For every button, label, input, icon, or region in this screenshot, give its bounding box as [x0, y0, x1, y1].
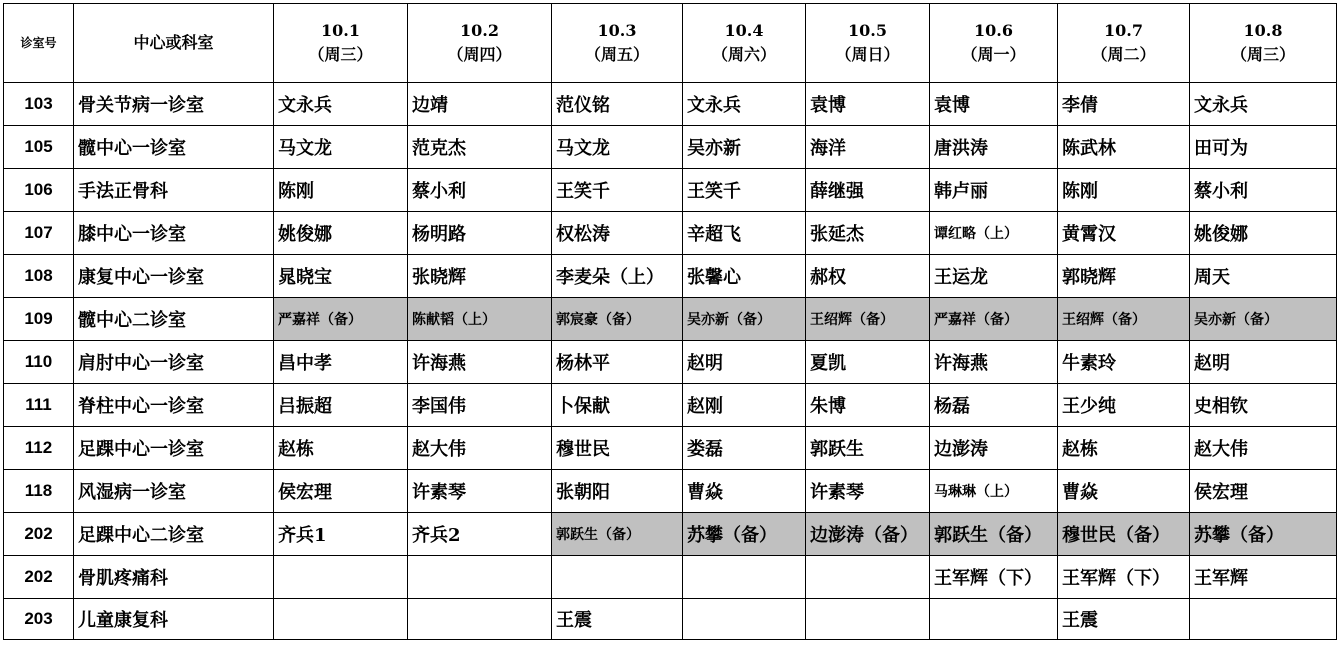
doctor-cell: 娄磊 [683, 427, 806, 470]
doctor-cell: 吴亦新 [683, 126, 806, 169]
room-number-cell: 112 [4, 427, 74, 470]
doctor-cell: 陈刚 [274, 169, 408, 212]
doctor-cell: 辛超飞 [683, 212, 806, 255]
date-header [1058, 4, 1190, 83]
date-label: 10.6 [974, 21, 1013, 40]
doctor-cell: 谭红略（上） [930, 212, 1058, 255]
doctor-cell: 马琳琳（上） [930, 470, 1058, 513]
doctor-cell: 黄霄汉 [1058, 212, 1190, 255]
doctor-cell: 齐兵2 [408, 513, 552, 556]
doctor-cell: 曹焱 [683, 470, 806, 513]
dept-column-header: 中心或科室 [74, 4, 274, 83]
doctor-cell: 郭跃生（备） [930, 513, 1058, 556]
doctor-cell: 张朝阳 [552, 470, 683, 513]
doctor-cell: 马文龙 [274, 126, 408, 169]
room-number-cell: 110 [4, 341, 74, 384]
weekday-label: （周二） [1091, 45, 1156, 64]
date-header [274, 4, 408, 83]
doctor-cell: 吕振超 [274, 384, 408, 427]
doctor-cell: 穆世民 [552, 427, 683, 470]
table-row [4, 599, 1337, 640]
doctor-cell: 杨明路 [408, 212, 552, 255]
doctor-cell: 蔡小利 [1190, 169, 1337, 212]
doctor-cell: 郭晓辉 [1058, 255, 1190, 298]
doctor-cell: 侯宏理 [1190, 470, 1337, 513]
doctor-cell: 许素琴 [408, 470, 552, 513]
doctor-cell: 文永兵 [274, 83, 408, 126]
date-header [806, 4, 930, 83]
date-header [408, 4, 552, 83]
department-cell: 足踝中心一诊室 [74, 427, 274, 470]
weekday-label: （周六） [711, 45, 776, 64]
doctor-cell: 昌中孝 [274, 341, 408, 384]
doctor-cell: 杨磊 [930, 384, 1058, 427]
table-row [4, 255, 1337, 298]
date-label: 10.5 [848, 21, 887, 40]
date-label: 10.2 [460, 21, 499, 40]
doctor-cell: 陈刚 [1058, 169, 1190, 212]
table-row [4, 470, 1337, 513]
department-cell: 髋中心二诊室 [74, 298, 274, 341]
doctor-cell: 王军辉 [1190, 556, 1337, 599]
table-row [4, 126, 1337, 169]
doctor-cell: 许素琴 [806, 470, 930, 513]
doctor-cell: 曹焱 [1058, 470, 1190, 513]
doctor-cell: 李麦朵（上） [552, 255, 683, 298]
doctor-cell: 姚俊娜 [274, 212, 408, 255]
doctor-cell: 李国伟 [408, 384, 552, 427]
room-number-cell: 202 [4, 556, 74, 599]
doctor-cell: 蔡小利 [408, 169, 552, 212]
doctor-cell: 陈武林 [1058, 126, 1190, 169]
doctor-cell [806, 556, 930, 599]
doctor-cell: 袁博 [930, 83, 1058, 126]
doctor-cell [930, 599, 1058, 640]
doctor-cell: 马文龙 [552, 126, 683, 169]
doctor-cell: 权松涛 [552, 212, 683, 255]
table-row [4, 169, 1337, 212]
doctor-cell: 赵明 [683, 341, 806, 384]
department-cell: 足踝中心二诊室 [74, 513, 274, 556]
room-column-header: 诊室号 [4, 4, 74, 83]
table-row [4, 384, 1337, 427]
doctor-cell: 范仪铭 [552, 83, 683, 126]
date-header [930, 4, 1058, 83]
doctor-cell: 朱博 [806, 384, 930, 427]
doctor-cell [683, 599, 806, 640]
doctor-cell: 袁博 [806, 83, 930, 126]
doctor-cell: 王笑千 [683, 169, 806, 212]
doctor-cell: 张延杰 [806, 212, 930, 255]
header-row [4, 4, 1337, 83]
table-row [4, 298, 1337, 341]
date-label: 10.4 [724, 21, 764, 40]
doctor-cell: 李倩 [1058, 83, 1190, 126]
date-header [1190, 4, 1337, 83]
doctor-cell: 赵栋 [274, 427, 408, 470]
doctor-cell: 杨林平 [552, 341, 683, 384]
department-cell: 风湿病一诊室 [74, 470, 274, 513]
room-number-cell: 105 [4, 126, 74, 169]
table-row [4, 556, 1337, 599]
date-label: 10.1 [321, 21, 360, 40]
table-row [4, 83, 1337, 126]
room-number-cell: 106 [4, 169, 74, 212]
table-row [4, 212, 1337, 255]
doctor-cell: 王震 [1058, 599, 1190, 640]
date-header [552, 4, 683, 83]
room-number-cell: 203 [4, 599, 74, 640]
doctor-cell [1190, 599, 1337, 640]
department-cell: 脊柱中心一诊室 [74, 384, 274, 427]
department-cell: 康复中心一诊室 [74, 255, 274, 298]
room-number-cell: 118 [4, 470, 74, 513]
schedule-table [3, 3, 1337, 640]
doctor-cell: 王绍辉（备） [1058, 298, 1190, 341]
doctor-cell: 穆世民（备） [1058, 513, 1190, 556]
doctor-cell: 夏凯 [806, 341, 930, 384]
room-number-cell: 111 [4, 384, 74, 427]
doctor-cell: 范克杰 [408, 126, 552, 169]
department-cell: 肩肘中心一诊室 [74, 341, 274, 384]
doctor-cell: 陈献韬（上） [408, 298, 552, 341]
doctor-cell: 严嘉祥（备） [274, 298, 408, 341]
doctor-cell: 王军辉（下） [930, 556, 1058, 599]
doctor-cell: 苏攀（备） [683, 513, 806, 556]
date-header [683, 4, 806, 83]
department-cell: 儿童康复科 [74, 599, 274, 640]
room-number-cell: 108 [4, 255, 74, 298]
doctor-cell: 边澎涛 [930, 427, 1058, 470]
doctor-cell: 文永兵 [1190, 83, 1337, 126]
doctor-cell: 郝权 [806, 255, 930, 298]
doctor-cell: 文永兵 [683, 83, 806, 126]
table-row [4, 427, 1337, 470]
doctor-cell [552, 556, 683, 599]
doctor-cell [408, 599, 552, 640]
department-cell: 骨肌疼痛科 [74, 556, 274, 599]
doctor-cell: 史相钦 [1190, 384, 1337, 427]
doctor-cell: 张馨心 [683, 255, 806, 298]
doctor-cell: 赵大伟 [1190, 427, 1337, 470]
department-cell: 膝中心一诊室 [74, 212, 274, 255]
doctor-cell [408, 556, 552, 599]
doctor-cell: 许海燕 [408, 341, 552, 384]
doctor-cell: 赵栋 [1058, 427, 1190, 470]
weekday-label: （周三） [308, 45, 373, 64]
doctor-cell: 边靖 [408, 83, 552, 126]
doctor-cell: 吴亦新（备） [1190, 298, 1337, 341]
doctor-cell: 齐兵1 [274, 513, 408, 556]
doctor-cell: 王少纯 [1058, 384, 1190, 427]
doctor-cell: 许海燕 [930, 341, 1058, 384]
doctor-cell: 王震 [552, 599, 683, 640]
doctor-cell: 韩卢丽 [930, 169, 1058, 212]
doctor-cell: 王笑千 [552, 169, 683, 212]
doctor-cell: 赵大伟 [408, 427, 552, 470]
doctor-cell: 郭跃生 [806, 427, 930, 470]
doctor-cell: 卜保献 [552, 384, 683, 427]
date-label: 10.7 [1104, 21, 1143, 40]
doctor-cell [274, 556, 408, 599]
weekday-label: （周三） [1230, 45, 1295, 64]
room-number-cell: 107 [4, 212, 74, 255]
doctor-cell: 周天 [1190, 255, 1337, 298]
doctor-cell: 牛素玲 [1058, 341, 1190, 384]
doctor-cell: 薛继强 [806, 169, 930, 212]
doctor-cell: 侯宏理 [274, 470, 408, 513]
doctor-cell: 姚俊娜 [1190, 212, 1337, 255]
doctor-cell [683, 556, 806, 599]
doctor-cell: 苏攀（备） [1190, 513, 1337, 556]
date-label: 10.8 [1243, 21, 1283, 40]
doctor-cell: 严嘉祥（备） [930, 298, 1058, 341]
weekday-label: （周一） [961, 45, 1026, 64]
doctor-cell: 郭跃生（备） [552, 513, 683, 556]
doctor-cell: 海洋 [806, 126, 930, 169]
table-row [4, 513, 1337, 556]
department-cell: 骨关节病一诊室 [74, 83, 274, 126]
room-number-cell: 103 [4, 83, 74, 126]
doctor-cell: 张晓辉 [408, 255, 552, 298]
doctor-cell [274, 599, 408, 640]
doctor-cell: 王军辉（下） [1058, 556, 1190, 599]
doctor-cell: 田可为 [1190, 126, 1337, 169]
department-cell: 髋中心一诊室 [74, 126, 274, 169]
date-label: 10.3 [597, 21, 637, 40]
doctor-cell: 边澎涛（备） [806, 513, 930, 556]
weekday-label: （周日） [835, 45, 900, 64]
room-number-cell: 109 [4, 298, 74, 341]
doctor-cell: 吴亦新（备） [683, 298, 806, 341]
doctor-cell: 赵明 [1190, 341, 1337, 384]
doctor-cell: 郭宸豪（备） [552, 298, 683, 341]
doctor-cell: 王运龙 [930, 255, 1058, 298]
doctor-cell: 赵刚 [683, 384, 806, 427]
doctor-cell [806, 599, 930, 640]
department-cell: 手法正骨科 [74, 169, 274, 212]
weekday-label: （周五） [584, 45, 649, 64]
table-row [4, 341, 1337, 384]
doctor-cell: 唐洪涛 [930, 126, 1058, 169]
doctor-cell: 王绍辉（备） [806, 298, 930, 341]
doctor-cell: 晁晓宝 [274, 255, 408, 298]
room-number-cell: 202 [4, 513, 74, 556]
weekday-label: （周四） [447, 45, 512, 64]
